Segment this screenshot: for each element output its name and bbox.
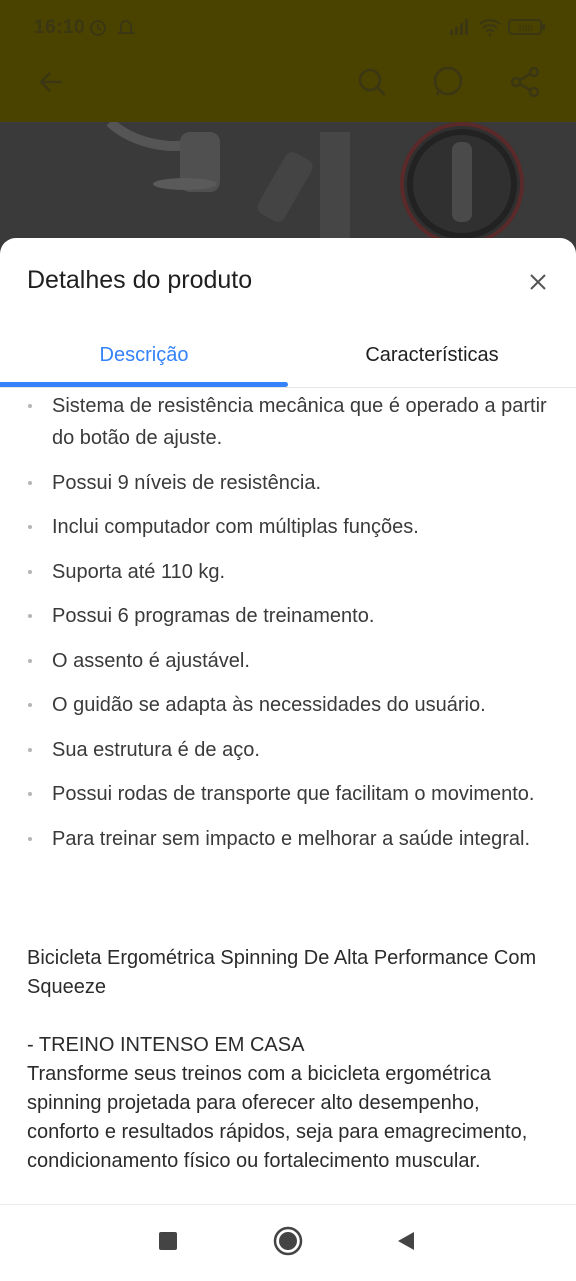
close-icon xyxy=(528,272,548,297)
tab-descricao[interactable] xyxy=(0,326,288,384)
product-details-sheet xyxy=(0,238,576,1204)
back-button[interactable] xyxy=(386,1223,426,1263)
description-content[interactable] xyxy=(0,388,576,1204)
list-item: Para treinar sem impacto e melhorar a saúde integral. xyxy=(0,823,576,855)
list-item: Inclui computador com múltiplas funções. xyxy=(0,511,576,543)
list-item: Possui 9 níveis de resistência. xyxy=(0,467,576,499)
description-text xyxy=(27,944,552,1204)
list-item: Possui rodas de transporte que facilitam o movimento. xyxy=(0,778,576,810)
product-name-paragraph: Bicicleta Ergométrica Spinning De Alta Performance Com Squeeze xyxy=(27,947,537,998)
share-icon xyxy=(506,62,546,102)
list-item: O assento é ajustável. xyxy=(0,645,576,677)
system-nav-bar xyxy=(0,1204,576,1281)
list-item: Sua estrutura é de aço. xyxy=(0,734,576,766)
signal-icon xyxy=(448,17,470,42)
home-button[interactable] xyxy=(268,1223,308,1263)
feature-list xyxy=(0,390,576,867)
active-tab-indicator xyxy=(0,382,288,387)
alarm-icon xyxy=(88,17,108,42)
close-button[interactable] xyxy=(522,268,554,300)
list-item: Sistema de resistência mecânica que é operado a partir do botão de ajuste. xyxy=(0,390,576,454)
battery-level: 100 xyxy=(517,23,533,33)
tab-label: Características xyxy=(365,343,499,366)
background-app xyxy=(0,0,576,260)
app-header xyxy=(0,0,576,122)
sheet-title: Detalhes do produto xyxy=(27,266,253,294)
list-item: O guidão se adapta às necessidades do usuário. xyxy=(0,689,576,721)
description-paragraph: - TREINO INTENSO EM CASA Transforme seus treinos com a bicicleta ergométrica spinning projetada para oferecer alto desempenho, conforto e resultados rápidos, seja para emagrecimento, condicionamento físico ou fortalecimento muscular. xyxy=(27,1034,528,1172)
status-time: 16:10 xyxy=(34,17,86,38)
list-item: Possui 6 programas de treinamento. xyxy=(0,600,576,632)
list-item: Suporta até 110 kg. xyxy=(0,556,576,588)
tab-bar xyxy=(0,326,576,388)
back-arrow-icon xyxy=(32,62,72,102)
notification-bell-icon xyxy=(116,17,136,42)
search-icon xyxy=(352,62,392,102)
whatsapp-icon xyxy=(428,62,468,102)
back-triangle-icon xyxy=(395,1230,417,1257)
recents-button[interactable] xyxy=(148,1223,188,1263)
square-icon xyxy=(158,1231,178,1256)
tab-label: Descrição xyxy=(99,343,189,366)
wifi-icon xyxy=(478,17,502,42)
home-circle-icon xyxy=(273,1226,303,1261)
tab-caracteristicas[interactable] xyxy=(288,326,576,384)
status-bar xyxy=(0,0,576,56)
battery-icon xyxy=(508,17,546,42)
